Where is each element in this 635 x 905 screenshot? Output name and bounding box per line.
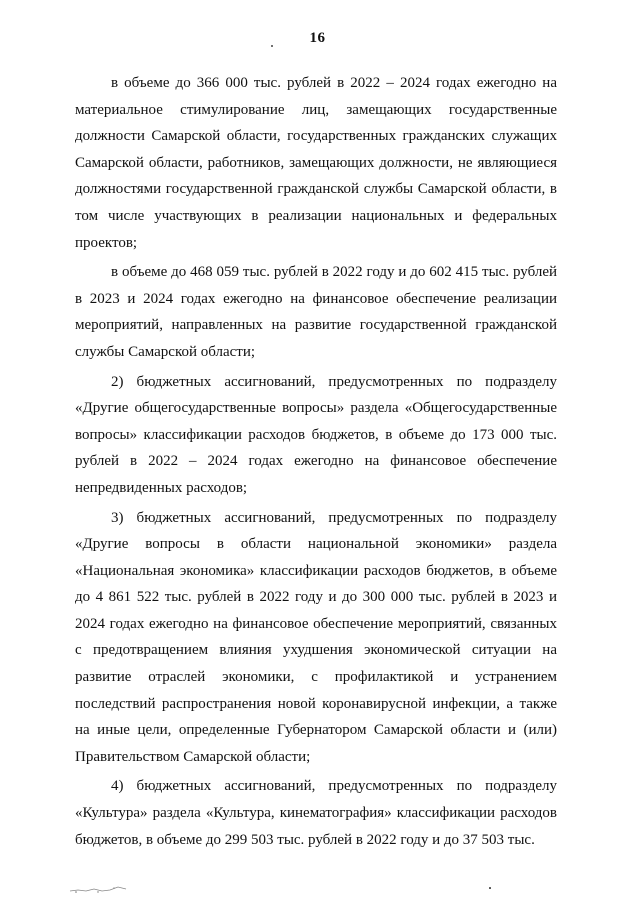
document-body (75, 70, 557, 853)
paragraph: 3) бюджетных ассигнований, предусмотренных по подразделу «Другие вопросы в области национальной экономики» раздела «Национальная экономика» классификации расходов бюджетов, в объеме до 4 861 522 тыс. рублей в 2022 году и до 300 000 тыс. рублей в 2023 и 2024 годах ежегодно на финансовое обеспечение мероприятий, связанных с предотвращением влияния ухудшения экономической ситуации на развитие отраслей экономики, с профилактикой и устранением последствий распространения новой коронавирусной инфекции, а также на иные цели, определенные Губернатором Самарской области и (или) Правительством Самарской области; (75, 509, 557, 765)
paragraph: 4) бюджетных ассигнований, предусмотренных по подразделу «Культура» раздела «Культура, кинематография» классификации расходов бюджетов, в объеме до 299 503 тыс. рублей в 2022 году и до 37 503 тыс. (75, 778, 557, 848)
scan-artifact (68, 883, 138, 895)
paragraph: 2) бюджетных ассигнований, предусмотренных по подразделу «Другие общегосударственные вопросы» раздела «Общегосударственные вопросы» классификации расходов бюджетов, в объеме до 173 000 тыс. рублей в 2022 – 2024 годах ежегодно на финансовое обеспечение непредвиденных расходов; (75, 373, 557, 496)
page-number: 16 (309, 30, 326, 46)
paragraph: в объеме до 468 059 тыс. рублей в 2022 году и до 602 415 тыс. рублей в 2023 и 2024 годах ежегодно на финансовое обеспечение реализации мероприятий, направленных на развитие государственной гражданской службы Самарской области; (75, 264, 557, 360)
scan-speck (489, 887, 491, 889)
paragraph: в объеме до 366 000 тыс. рублей в 2022 – 2024 годах ежегодно на материальное стимулирование лиц, замещающих государственные должности Самарской области, государственных гражданских служащих Самарской области, работников, замещающих должности, не являющиеся должностями государственной гражданской службы Самарской области, в том числе участвующих в реализации национальных и федеральных проектов; (75, 75, 557, 251)
